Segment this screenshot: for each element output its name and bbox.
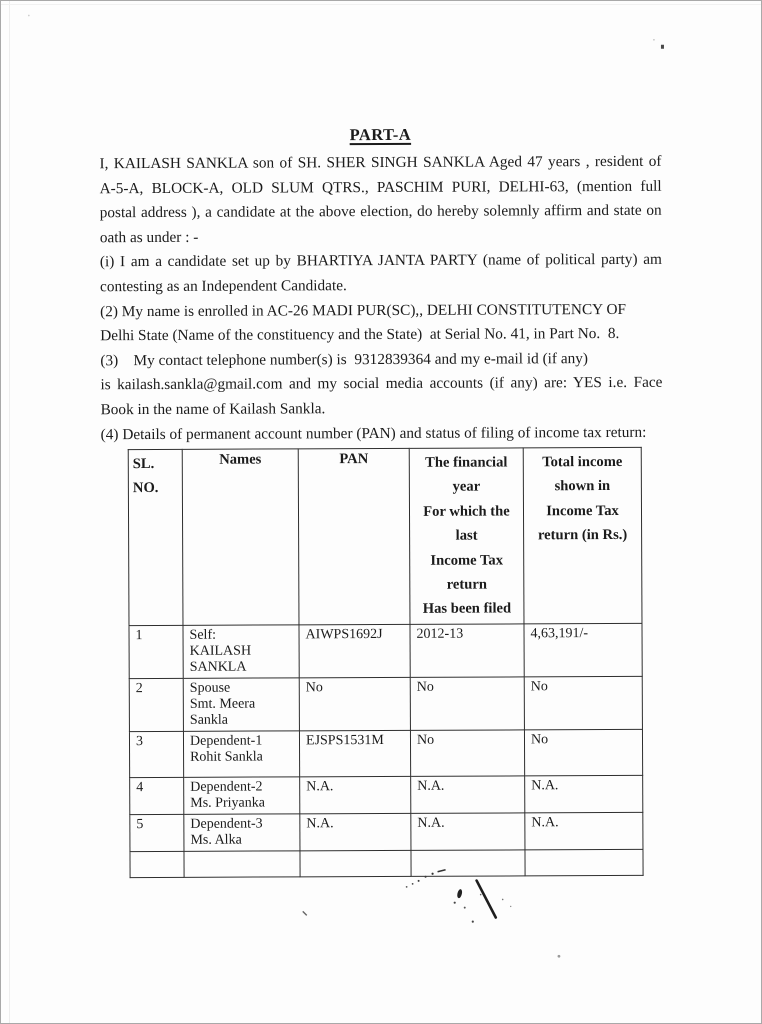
table-row bbox=[130, 812, 643, 851]
table-row bbox=[129, 676, 642, 731]
affidavit-body bbox=[99, 150, 662, 448]
pan-income-tax-table bbox=[128, 447, 644, 878]
body-line-11: Book in the name of Kailash Sankla. bbox=[100, 400, 326, 419]
header-financial-year: The financial year For which the last Income Tax return Has been filed bbox=[409, 448, 524, 624]
cell-sl-no: 5 bbox=[130, 814, 184, 851]
cell-year: No bbox=[410, 677, 524, 730]
cell-sl-no: 4 bbox=[130, 777, 184, 814]
body-line-5: (i) I am a candidate set up by BHARTIYA JANTA PARTY (name of political party) am bbox=[99, 251, 662, 271]
table-row bbox=[129, 729, 642, 777]
header-names: Names bbox=[182, 449, 299, 625]
table-row bbox=[130, 775, 643, 814]
body-line-10: is kailash.sankla@gmail.com and my social media accounts (if any) are: YES i.e. Face bbox=[100, 374, 663, 394]
cell-name: Dependent-3 Ms. Alka bbox=[184, 814, 300, 852]
cell-income: N.A. bbox=[525, 775, 643, 813]
cell-income: 4,63,191/- bbox=[524, 623, 642, 677]
cell-sl-no bbox=[130, 851, 184, 877]
cell-pan: AIWPS1692J bbox=[299, 624, 410, 677]
header-total-income: Total income shown in Income Tax return (in Rs.) bbox=[523, 447, 642, 623]
cell-year: No bbox=[410, 730, 524, 776]
cell-income: N.A. bbox=[525, 812, 643, 850]
body-line-3: postal address ), a candidate at the above election, do hereby solemnly affirm and state on bbox=[99, 201, 662, 222]
cell-pan: No bbox=[299, 677, 410, 730]
body-line-6: contesting as an Independent Candidate. bbox=[99, 277, 347, 296]
cell-name: Spouse Smt. Meera Sankla bbox=[183, 678, 299, 732]
cell-sl-no: 3 bbox=[129, 731, 183, 777]
part-a-title: PART-A bbox=[349, 124, 412, 145]
table-row-empty bbox=[130, 849, 643, 877]
body-line-2: A-5-A, BLOCK-A, OLD SLUM QTRS., PASCHIM PURI, DELHI-63, (mention full bbox=[99, 177, 662, 197]
body-line-12: (4) Details of permanent account number (PAN) and status of filing of income tax return: bbox=[100, 423, 647, 443]
body-line-7: (2) My name is enrolled in AC-26 MADI PUR(SC),, DELHI CONSTITUTENCY OF bbox=[100, 300, 627, 320]
cell-year bbox=[411, 850, 525, 876]
body-line-9: (3) My contact telephone number(s) is 9312839364 and my e-mail id (if any) bbox=[100, 349, 589, 369]
body-line-4: oath as under : - bbox=[99, 228, 199, 247]
cell-year: N.A. bbox=[411, 813, 525, 850]
table-header-row bbox=[128, 447, 642, 625]
cell-income: No bbox=[524, 729, 642, 776]
header-sl-no: SL. NO. bbox=[128, 449, 183, 625]
body-line-8: Delhi State (Name of the constituency and the State) at Serial No. 41, in Part No. 8. bbox=[100, 325, 620, 345]
cell-name: Dependent-1 Rohit Sankla bbox=[183, 731, 299, 778]
cell-income: No bbox=[524, 676, 642, 730]
cell-sl-no: 2 bbox=[129, 678, 183, 731]
cell-year: N.A. bbox=[411, 776, 525, 813]
cell-name: Dependent-2 Ms. Priyanka bbox=[184, 777, 300, 815]
cell-pan: EJSPS1531M bbox=[299, 730, 410, 776]
cell-pan: N.A. bbox=[300, 776, 411, 813]
cell-year: 2012-13 bbox=[410, 624, 524, 677]
cell-income bbox=[525, 849, 643, 876]
cell-pan bbox=[300, 850, 411, 876]
cell-name: Self: KAILASH SANKLA bbox=[183, 625, 299, 679]
header-pan: PAN bbox=[298, 448, 410, 624]
cell-sl-no: 1 bbox=[129, 625, 183, 678]
cell-name bbox=[184, 851, 300, 878]
table-row bbox=[129, 623, 642, 678]
cell-pan: N.A. bbox=[300, 813, 411, 850]
body-line-1: I, KAILASH SANKLA son of SH. SHER SINGH SANKLA Aged 47 years , resident of bbox=[99, 152, 662, 173]
